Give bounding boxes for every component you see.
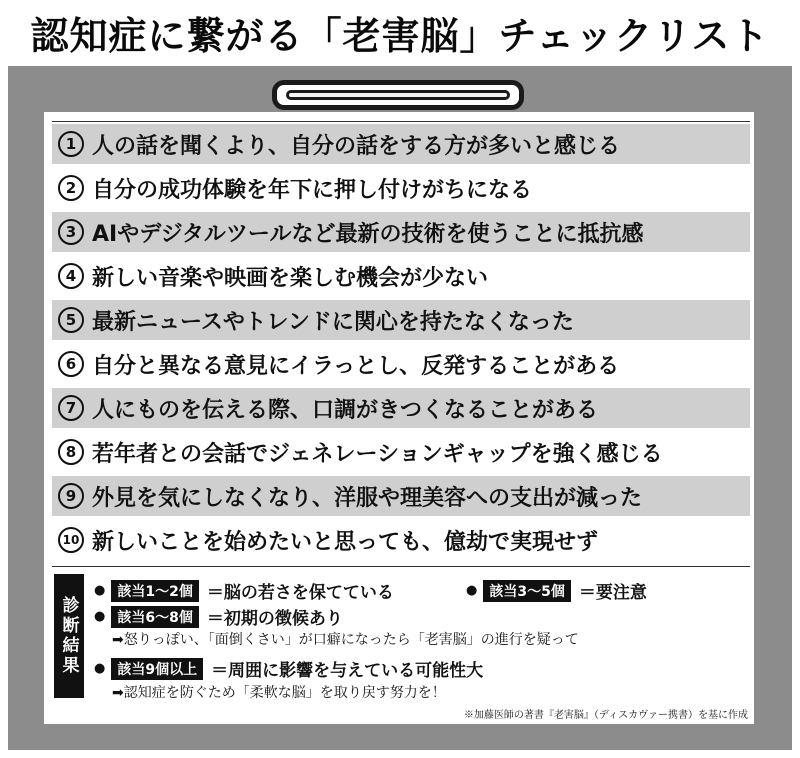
- item-number: 5: [58, 307, 84, 333]
- checklist-item: [52, 388, 750, 428]
- checklist-item: [52, 520, 750, 560]
- item-text: 自分と異なる意見にイラっとし、反発することがある: [92, 353, 620, 379]
- result-text: ＝周囲に影響を与えている可能性大: [211, 661, 484, 681]
- diagnosis-result-1: [94, 578, 394, 603]
- diagnosis-result-4: [94, 656, 483, 681]
- item-text: 自分の成功体験を年下に押し付けがちになる: [92, 177, 533, 203]
- bullet-icon: ●: [94, 609, 106, 624]
- bottom-divider: [52, 566, 750, 567]
- clipboard-clip-slot: [286, 90, 510, 100]
- result-badge: 該当1〜2個: [111, 580, 198, 602]
- item-text: 若年者との会話でジェネレーションギャップを強く感じる: [92, 441, 663, 467]
- diagnosis-note-4: ➡認知症を防ぐため「柔軟な脳」を取り戻す努力を！: [112, 685, 446, 701]
- result-badge: 該当9個以上: [111, 658, 203, 680]
- item-number: 7: [58, 395, 84, 421]
- item-number: 8: [58, 439, 84, 465]
- item-number: 3: [58, 219, 84, 245]
- item-text: AIやデジタルツールなど最新の技術を使うことに抵抗感: [92, 221, 644, 247]
- item-text: 新しい音楽や映画を楽しむ機会が少ない: [92, 265, 489, 291]
- source-credit: ※加藤医師の著書『老害脳』（ディスカヴァー携書）を基に作成: [463, 710, 748, 721]
- result-text: ＝初期の徴候あり: [206, 609, 343, 629]
- diagnosis-result-2: [466, 578, 647, 603]
- result-text: ＝要注意: [578, 583, 647, 603]
- item-text: 人にものを伝える際、口調がきつくなることがある: [92, 397, 599, 423]
- result-badge: 該当3〜5個: [483, 580, 570, 602]
- checklist-item: [52, 124, 750, 164]
- checklist-item: [52, 476, 750, 516]
- diagnosis-result-3: [94, 604, 343, 629]
- bullet-icon: ●: [94, 661, 106, 676]
- checklist-item: [52, 168, 750, 208]
- checklist-item: [52, 300, 750, 340]
- item-number: 9: [58, 483, 84, 509]
- checklist-item: [52, 432, 750, 472]
- item-text: 最新ニュースやトレンドに関心を持たなくなった: [92, 309, 574, 335]
- checklist-item: [52, 256, 750, 296]
- checklist-item: [52, 212, 750, 252]
- item-number: 1: [58, 131, 84, 157]
- item-text: 人の話を聞くより、自分の話をする方が多いと感じる: [92, 133, 621, 159]
- result-text: ＝脳の若さを保てている: [206, 583, 394, 603]
- bullet-icon: ●: [94, 583, 106, 598]
- item-number: 2: [58, 175, 84, 201]
- item-number: 6: [58, 351, 84, 377]
- top-divider: [52, 121, 750, 122]
- bullet-icon: ●: [466, 583, 478, 598]
- checklist-item: [52, 344, 750, 384]
- diagnosis-note-3: ➡怒りっぽい、「面倒くさい」が口癖になったら「老害脳」の進行を疑って: [112, 632, 579, 648]
- result-badge: 該当6〜8個: [111, 606, 198, 628]
- item-text: 新しいことを始めたいと思っても、億劫で実現せず: [92, 529, 599, 555]
- page-title: 認知症に繋がる「老害脳」チェックリスト: [30, 13, 770, 58]
- diagnosis-label: 診断結果: [54, 574, 84, 698]
- item-text: 外見を気にしなくなり、洋服や理美容への支出が減った: [92, 485, 643, 511]
- item-number: 10: [58, 527, 84, 553]
- item-number: 4: [58, 263, 84, 289]
